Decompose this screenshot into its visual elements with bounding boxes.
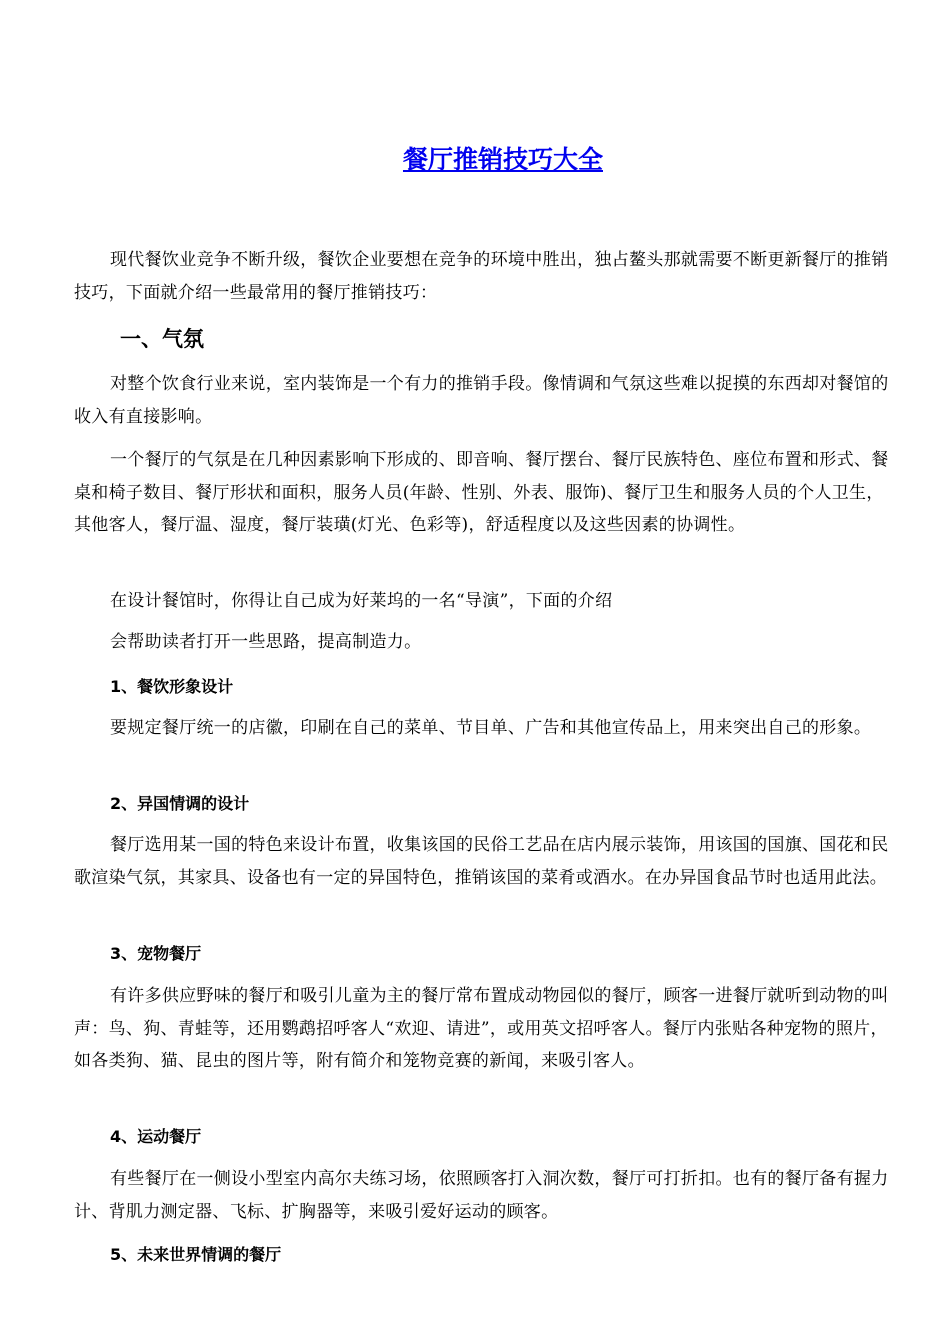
document-title[interactable]: 餐厅推销技巧大全 bbox=[402, 145, 603, 174]
item-text-3: 有许多供应野味的餐厅和吸引儿童为主的餐厅常布置成动物园似的餐厅，顾客一进餐厅就听到动物的叫声：鸟、狗、青蛙等，还用鹦鹉招呼客人“欢迎、请进”，或用英文招呼客人。餐厅内张贴各种宠物的照片，如各类狗、猫、昆虫的图片等，附有简介和笼物竞赛的新闻，来吸引客人。 bbox=[74, 986, 889, 1071]
item-text-2: 餐厅选用某一国的特色来设计布置，收集该国的民俗工艺品在店内展示装饰，用该国的国旗、国花和民歌渲染气氛，其家具、设备也有一定的异国特色，推销该国的菜肴或酒水。在办异国食品节时也适用此法。 bbox=[74, 835, 889, 888]
section-heading-atmosphere: 一、气氛 bbox=[120, 327, 204, 351]
item-heading-3: 3、宠物餐厅 bbox=[110, 944, 202, 963]
item-text-4: 有些餐厅在一侧设小型室内高尔夫练习场，依照顾客打入洞次数，餐厅可打折扣。也有的餐厅备有握力计、背肌力测定器、飞标、扩胸器等，来吸引爱好运动的顾客。 bbox=[74, 1169, 889, 1222]
intro-paragraph: 现代餐饮业竞争不断升级，餐饮企业要想在竞争的环境中胜出，独占鳌头那就需要不断更新餐厅的推销技巧，下面就介绍一些最常用的餐厅推销技巧： bbox=[74, 250, 889, 303]
item-heading-2: 2、异国情调的设计 bbox=[110, 794, 250, 813]
item-heading-1: 1、餐饮形象设计 bbox=[110, 677, 234, 696]
atmosphere-paragraph-1: 对整个饮食行业来说，室内装饰是一个有力的推销手段。像情调和气氛这些难以捉摸的东西却对餐馆的收入有直接影响。 bbox=[74, 374, 889, 427]
item-text-1: 要规定餐厅统一的店徽，印刷在自己的菜单、节目单、广告和其他宣传品上，用来突出自己的形象。 bbox=[110, 718, 872, 738]
atmosphere-paragraph-4: 会帮助读者打开一些思路，提高制造力。 bbox=[110, 632, 422, 652]
atmosphere-paragraph-2: 一个餐厅的气氛是在几种因素影响下形成的、即音响、餐厅摆台、餐厅民族特色、座位布置和形式、餐桌和椅子数目、餐厅形状和面积，服务人员(年龄、性别、外表、服饰)、餐厅卫生和服务人员的个人卫生，其他客人，餐厅温、湿度，餐厅装璜(灯光、色彩等)，舒适程度以及这些因素的协调性。 bbox=[74, 450, 889, 535]
item-heading-4: 4、运动餐厅 bbox=[110, 1127, 202, 1146]
atmosphere-paragraph-3: 在设计餐馆时，你得让自己成为好莱坞的一名“导演”，下面的介绍 bbox=[110, 591, 613, 611]
item-heading-5: 5、未来世界情调的餐厅 bbox=[110, 1245, 282, 1264]
